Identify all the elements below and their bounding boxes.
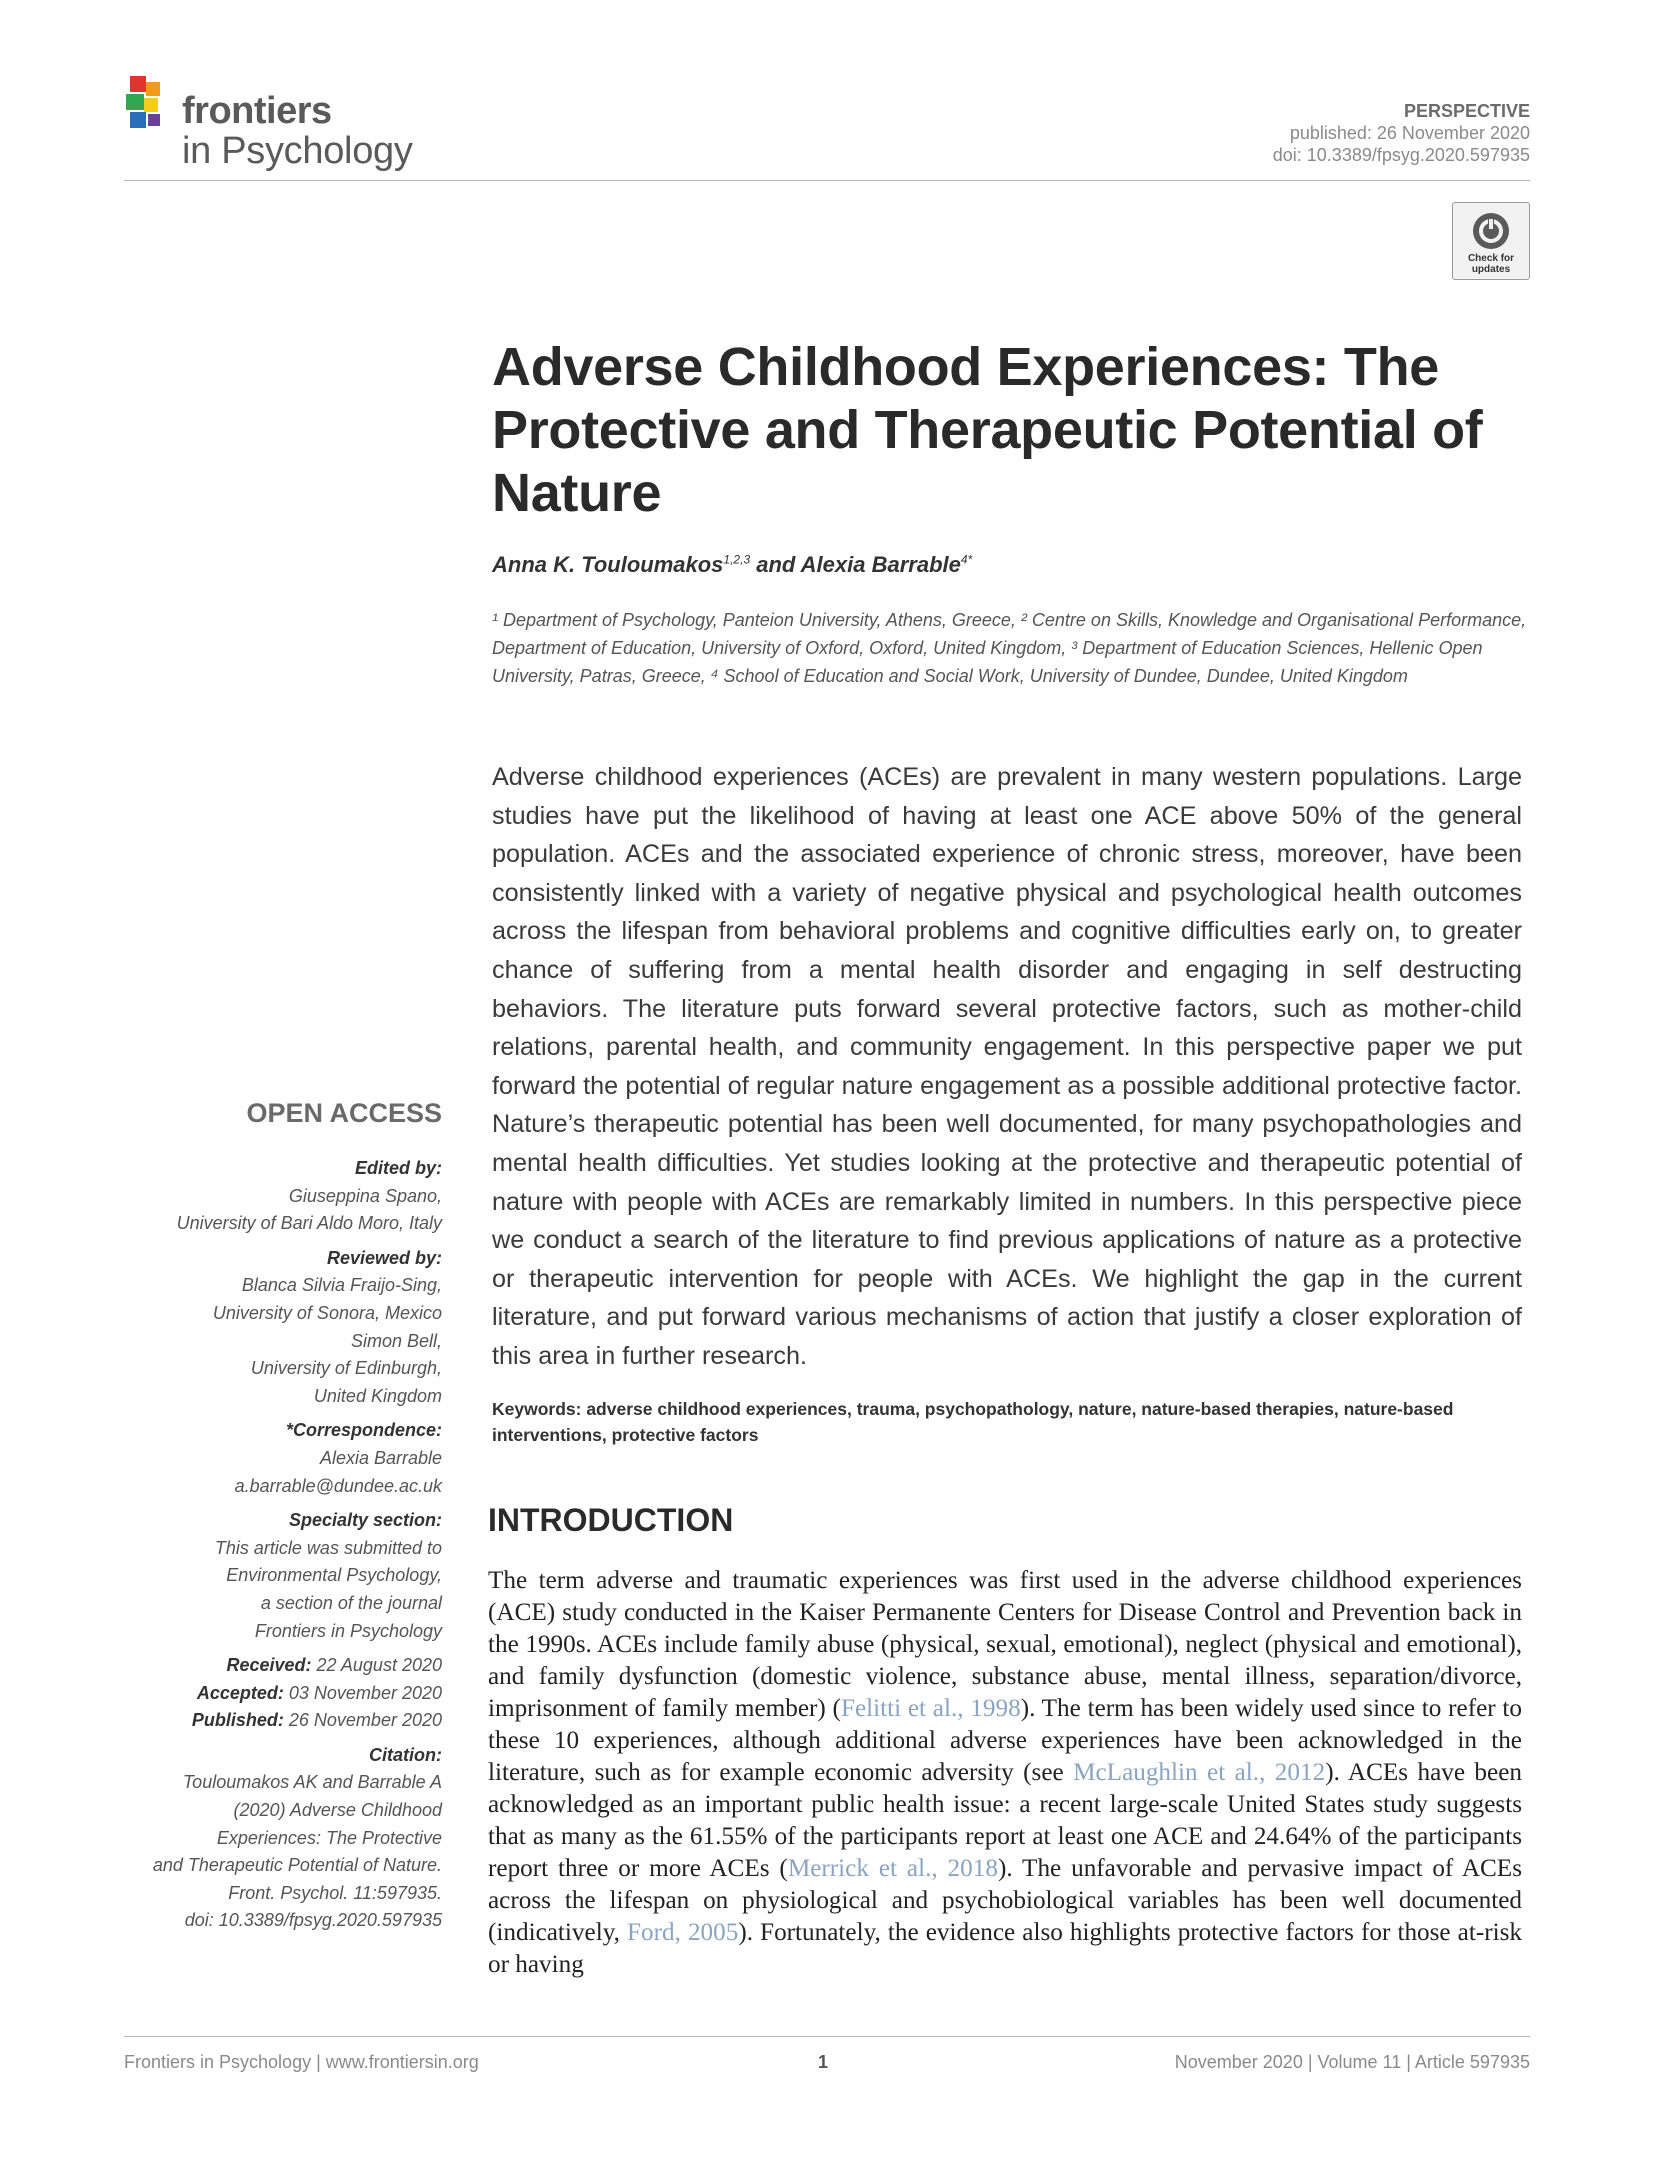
footer-divider: [124, 2036, 1530, 2037]
author-2-affil: 4*: [960, 552, 973, 567]
logo-word-frontiers: frontiers: [182, 90, 332, 132]
reviewer-1-affiliation: University of Sonora, Mexico: [212, 1302, 442, 1323]
article-type: PERSPECTIVE: [1403, 101, 1530, 121]
correspondence-group: [112, 1417, 442, 1500]
specialty-line-3: a section of the journal: [260, 1592, 442, 1613]
published-date: published: 26 November 2020: [1289, 123, 1530, 143]
citation-line-1: Touloumakos AK and Barrable A: [182, 1772, 442, 1793]
intro-text-2: ). The term has been widely used since to refer to these 10 experiences, although additional adverse experiences have been acknowledged in the literature, such as for example economic adversity (see: [488, 1695, 1522, 1786]
citation-line-2: (2020) Adverse Childhood: [233, 1800, 442, 1821]
citation-line-5: Front. Psychol. 11:597935.: [228, 1882, 442, 1903]
article-metadata-sidebar: [112, 1155, 442, 1942]
author-conjunction: and: [750, 552, 801, 577]
citation-link-felitti[interactable]: Felitti et al., 1998: [840, 1695, 1021, 1722]
reviewer-1-name: Blanca Silvia Fraijo-Sing,: [241, 1275, 442, 1296]
author-1: Anna K. Touloumakos: [492, 552, 724, 577]
check-updates-label-2: updates: [1471, 264, 1511, 275]
citation-link-mclaughlin[interactable]: McLaughlin et al., 2012: [1073, 1759, 1326, 1786]
keywords: Keywords: adverse childhood experiences, trauma, psychopathology, nature, nature-based therapies, nature-based interventions, protective factors: [492, 1399, 1454, 1445]
check-updates-label-1: Check for: [1467, 253, 1515, 264]
abstract: Adverse childhood experiences (ACEs) are prevalent in many western populations. Large studies have put the likelihood of having at least one ACE above 50% of the general population. ACEs and the associated experience of chronic stress, moreover, have been consistently linked with a variety of negative physical and psychological health outcomes across the lifespan from behavioral problems and cognitive difficulties early on, to greater chance of suffering from a mental health disorder and engaging in self destructing behaviors. The literature puts forward several protective factors, such as mother-child relations, parental health, and community engagement. In this perspective paper we put forward the potential of regular nature engagement as a possible additional protective factor. Nature’s therapeutic potential has been well documented, for many psychopathologies and mental health difficulties. Yet studies looking at the protective and therapeutic potential of nature with people with ACEs are remarkably limited in numbers. In this perspective piece we conduct a search of the literature to find previous applications of nature as a protective or therapeutic intervention for people with ACEs. We highlight the gap in the current literature, and put forward various mechanisms of action that justify a closer exploration of this area in further research.: [492, 763, 1522, 1370]
received-date: 22 August 2020: [311, 1655, 442, 1676]
author-1-affil: 1,2,3: [723, 552, 751, 567]
article-title: Adverse Childhood Experiences: The Protective and Therapeutic Potential of Nature: [492, 337, 1483, 523]
author-2: Alexia Barrable: [800, 552, 961, 577]
specialty-section-label: Specialty section:: [288, 1510, 442, 1531]
reviewer-2-affiliation-2: United Kingdom: [313, 1385, 442, 1406]
check-updates-icon: [1471, 211, 1511, 251]
specialty-line-1: This article was submitted to: [214, 1537, 442, 1558]
journal-logo: [124, 70, 444, 180]
frontiers-logo-icon: [124, 74, 184, 136]
header-divider: [124, 180, 1530, 181]
footer-journal-site[interactable]: Frontiers in Psychology | www.frontiersin.org: [124, 2052, 479, 2072]
logo-word-journal: in Psychology: [182, 130, 413, 172]
intro-text-4: ). The unfavorable and pervasive impact of ACEs across the lifespan on physiological and psychobiological variables has been well documented (indicatively,: [488, 1855, 1522, 1946]
published-label: Published:: [191, 1710, 284, 1731]
edited-by-group: [112, 1155, 442, 1238]
editor-affiliation: University of Bari Aldo Moro, Italy: [176, 1213, 442, 1234]
reviewed-by-label: Reviewed by:: [326, 1247, 442, 1268]
citation-link-ford[interactable]: Ford, 2005: [627, 1919, 739, 1946]
edited-by-label: Edited by:: [354, 1158, 442, 1178]
citation-label: Citation:: [369, 1744, 442, 1765]
introduction-body: [488, 1565, 1522, 1981]
correspondence-label: *Correspondence:: [285, 1420, 442, 1441]
dates-group: [112, 1652, 442, 1735]
citation-link-merrick[interactable]: Merrick et al., 2018: [787, 1855, 998, 1882]
specialty-line-2: Environmental Psychology,: [226, 1565, 442, 1586]
citation-group: [112, 1742, 442, 1935]
citation-line-3: Experiences: The Protective: [216, 1827, 442, 1848]
author-line: [492, 552, 972, 578]
received-label: Received:: [226, 1655, 312, 1676]
article-doi: doi: 10.3389/fpsyg.2020.597935: [1272, 145, 1530, 165]
reviewer-2-name: Simon Bell,: [350, 1330, 442, 1351]
publication-info: [1273, 100, 1530, 166]
correspondence-name: Alexia Barrable: [319, 1447, 442, 1468]
specialty-section-group: [112, 1507, 442, 1645]
page-number: 1: [818, 2052, 829, 2072]
specialty-line-4: Frontiers in Psychology: [254, 1620, 442, 1641]
accepted-date: 03 November 2020: [283, 1682, 442, 1703]
published-date-sidebar: 26 November 2020: [283, 1710, 442, 1731]
section-heading-introduction: INTRODUCTION: [488, 1502, 734, 1538]
published-row: [112, 1707, 442, 1735]
received-row: [112, 1652, 442, 1680]
correspondence-email[interactable]: a.barrable@dundee.ac.uk: [234, 1475, 442, 1496]
intro-text-3: ). ACEs have been acknowledged as an important public health issue: a recent large-scale United States study suggests that as many as the 61.55% of the participants report at least one ACE and 24.64% of the participants report three or more ACEs (: [488, 1759, 1522, 1882]
intro-text-1: The term adverse and traumatic experiences was first used in the adverse childhood experiences (ACE) study conducted in the Kaiser Permanente Centers for Disease Control and Prevention back in the 1990s. ACEs include family abuse (physical, sexual, emotional), neglect (physical and emotional), and family dysfunction (domestic violence, substance abuse, mental illness, separation/divorce, imprisonment of family member) (: [488, 1567, 1522, 1722]
editor-name: Giuseppina Spano,: [288, 1185, 442, 1206]
accepted-label: Accepted:: [196, 1682, 284, 1703]
open-access-label: OPEN ACCESS: [246, 1098, 442, 1128]
reviewed-by-group: [112, 1245, 442, 1411]
check-for-updates-badge[interactable]: [1452, 202, 1530, 280]
reviewer-2-affiliation-1: University of Edinburgh,: [250, 1358, 442, 1379]
accepted-row: [112, 1680, 442, 1708]
citation-line-4: and Therapeutic Potential of Nature.: [152, 1855, 442, 1876]
footer-issue-info: November 2020 | Volume 11 | Article 597935: [1174, 2052, 1530, 2072]
affiliations: ¹ Department of Psychology, Panteion University, Athens, Greece, ² Centre on Skills, Knowledge and Organisational Performance, Department of Education, University of Oxford, Oxford, United Kingdom, ³ Department of Education Sciences, Hellenic Open University, Patras, Greece, ⁴ School of Education and Social Work, University of Dundee, Dundee, United Kingdom: [492, 610, 1527, 686]
citation-line-6: doi: 10.3389/fpsyg.2020.597935: [184, 1910, 442, 1931]
intro-text-5: ). Fortunately, the evidence also highlights protective factors for those at-risk or having: [488, 1919, 1523, 1978]
